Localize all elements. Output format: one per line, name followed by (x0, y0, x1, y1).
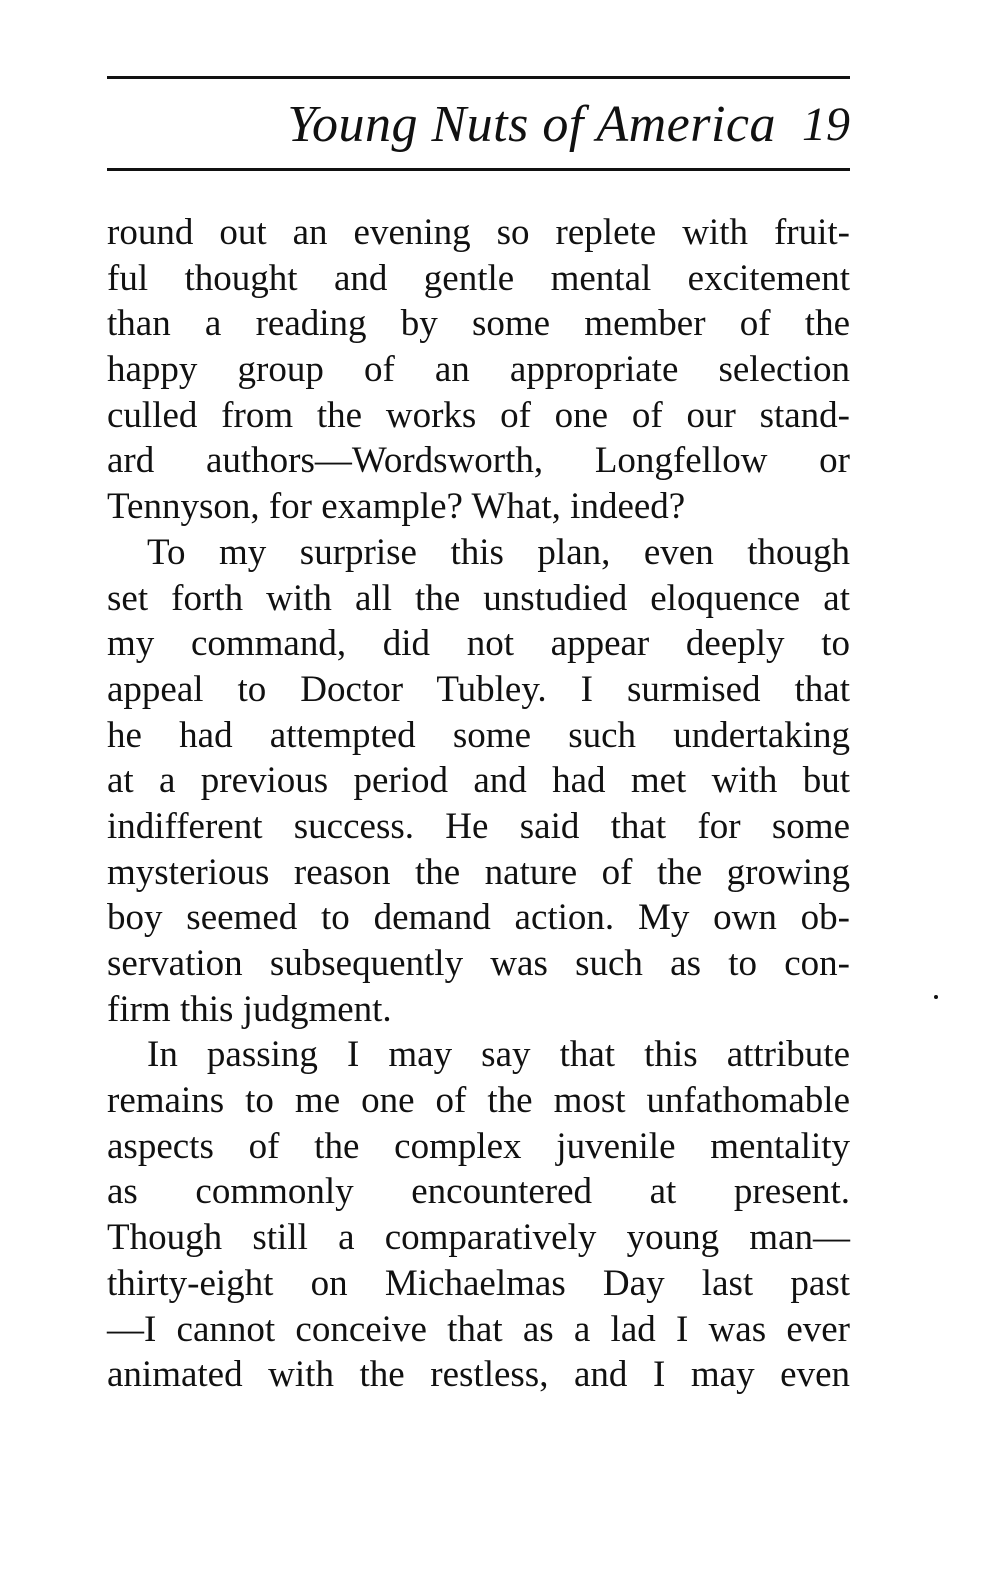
text-line: at a previous period and had met with but (107, 760, 850, 802)
text-line: Tennyson, for example? What, indeed? (107, 486, 686, 528)
paragraph-2 (107, 530, 850, 1033)
text-line: thirty-eight on Michaelmas Day last past (107, 1262, 850, 1304)
page-number: 19 (802, 97, 850, 151)
text-line: happy group of an appropriate selection (107, 349, 850, 391)
paragraph-1 (107, 210, 850, 530)
text-line: aspects of the complex juvenile mentality (107, 1125, 850, 1167)
running-title: Young Nuts of America (287, 95, 776, 153)
text-line: ful thought and gentle mental excitement (107, 257, 850, 299)
text-line: than a reading by some member of the (107, 303, 850, 345)
text-line: indifferent success. He said that for some (107, 805, 850, 847)
text-line: firm this judgment. (107, 988, 392, 1030)
header-top-rule (107, 76, 850, 79)
header-bottom-rule (107, 168, 850, 171)
text-line: In passing I may say that this attribute (147, 1034, 850, 1076)
text-line: round out an evening so replete with fruit- (107, 212, 850, 253)
text-line: boy seemed to demand action. My own ob- (107, 897, 850, 939)
text-line: as commonly encountered at present. (107, 1171, 850, 1213)
text-line: remains to me one of the most unfathomable (107, 1080, 850, 1122)
running-header (107, 84, 850, 164)
text-line: servation subsequently was such as to con- (107, 943, 850, 984)
text-line: appeal to Doctor Tubley. I surmised that (107, 668, 850, 710)
text-line: ard authors—Wordsworth, Longfellow or (107, 440, 850, 482)
scan-speck (934, 995, 938, 999)
text-line: he had attempted some such undertaking (107, 714, 850, 756)
text-line: set forth with all the unstudied eloquence at (107, 577, 850, 619)
text-line: To my surprise this plan, even though (147, 531, 850, 573)
text-line: my command, did not appear deeply to (107, 623, 850, 665)
text-line: animated with the restless, and I may even (107, 1354, 850, 1396)
text-line: Though still a comparatively young man— (107, 1217, 850, 1259)
page-body-text (107, 210, 850, 1398)
paragraph-3 (107, 1032, 850, 1398)
text-line: mysterious reason the nature of the growing (107, 851, 850, 893)
text-line: —I cannot conceive that as a lad I was ever (107, 1308, 850, 1350)
text-line: culled from the works of one of our stand- (107, 394, 850, 436)
